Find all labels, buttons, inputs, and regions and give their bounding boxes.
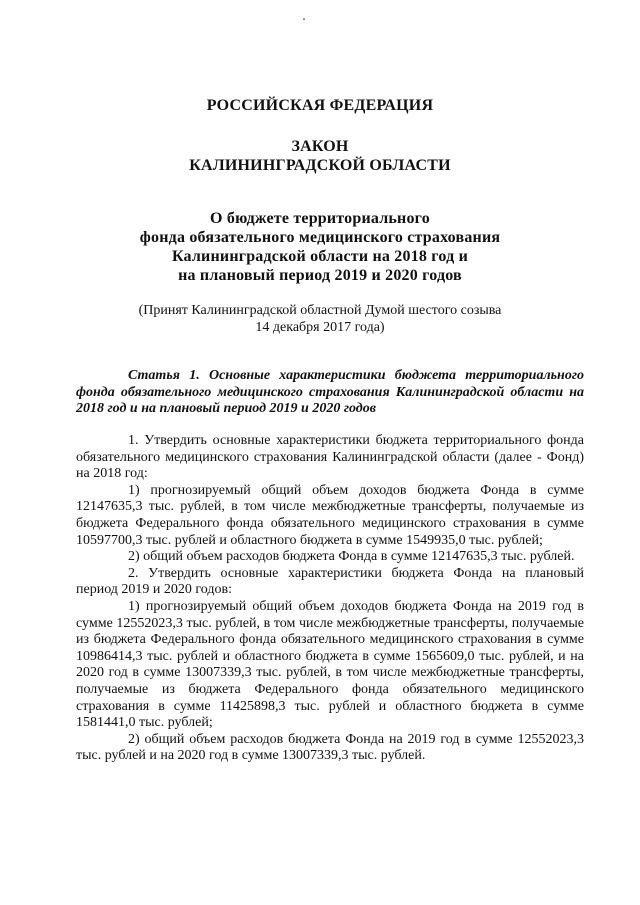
paragraph-2-item-2: 2) общий объем расходов бюджета Фонда на 2019 год в сумме 12552023,3 тыс. рублей и на 2020 год в сумме 13007339,3 тыс. рублей. xyxy=(76,731,584,764)
law-heading-line-1: ЗАКОН xyxy=(291,138,349,155)
law-title-line-1: О бюджете территориального xyxy=(210,210,430,227)
law-title xyxy=(0,209,640,285)
adoption-note-line-1: (Принят Калининградской областной Думой шестого созыва xyxy=(138,303,502,318)
law-heading xyxy=(0,137,640,175)
article-1-heading: Статья 1. Основные характеристики бюджета территориального фонда обязательного медицинского страхования Калининградской области на 2018 год и на плановый период 2019 и 2020 годов xyxy=(76,368,584,417)
paragraph-1-item-2: 2) общий объем расходов бюджета Фонда в сумме 12147635,3 тыс. рублей. xyxy=(128,549,575,565)
adoption-note-line-2: 14 декабря 2017 года) xyxy=(255,320,385,335)
law-title-line-3: Калининградской области на 2018 год и xyxy=(171,248,469,265)
paragraph-1-item-1: 1) прогнозируемый общий объем доходов бюджета Фонда в сумме 12147635,3 тыс. рублей, в том числе межбюджетные трансферты, получаемые из бюджета Федерального фонда обязательного медицинского страхования в сумме 10597700,3 тыс. рублей и областного бюджета в сумме 1549935,0 тыс. рублей; xyxy=(76,482,584,548)
paragraph-2: 2. Утвердить основные характеристики бюджета Фонда на плановый период 2019 и 2020 годов: xyxy=(76,565,584,598)
federation-heading: РОССИЙСКАЯ ФЕДЕРАЦИЯ xyxy=(206,97,434,114)
adoption-note xyxy=(0,302,640,336)
law-heading-line-2: КАЛИНИНГРАДСКОЙ ОБЛАСТИ xyxy=(189,157,451,174)
paragraph-2-item-1: 1) прогнозируемый общий объем доходов бюджета Фонда на 2019 год в сумме 12552023,3 тыс. рублей, в том числе межбюджетные трансферты, получаемые из бюджета Федерального фонда обязательного медицинского страхования в сумме 10986414,3 тыс. рублей и областного бюджета в сумме 1565609,0 тыс. рублей, и на 2020 год в сумме 13007339,3 тыс. рублей, в том числе межбюджетные трансферты, получаемые из бюджета Федерального фонда обязательного медицинского страхования в сумме 11425898,3 тыс. рублей и областного бюджета в сумме 1581441,0 тыс. рублей; xyxy=(76,598,584,731)
article-1-body xyxy=(76,433,584,765)
paragraph-1: 1. Утвердить основные характеристики бюджета территориального фонда обязательного медицинского страхования Калининградской области (далее - Фонд) на 2018 год: xyxy=(76,433,584,482)
law-title-line-4: на плановый период 2019 и 2020 годов xyxy=(178,267,462,284)
scan-speck xyxy=(303,18,305,20)
law-title-line-2: фонда обязательного медицинского страхования xyxy=(139,229,501,246)
